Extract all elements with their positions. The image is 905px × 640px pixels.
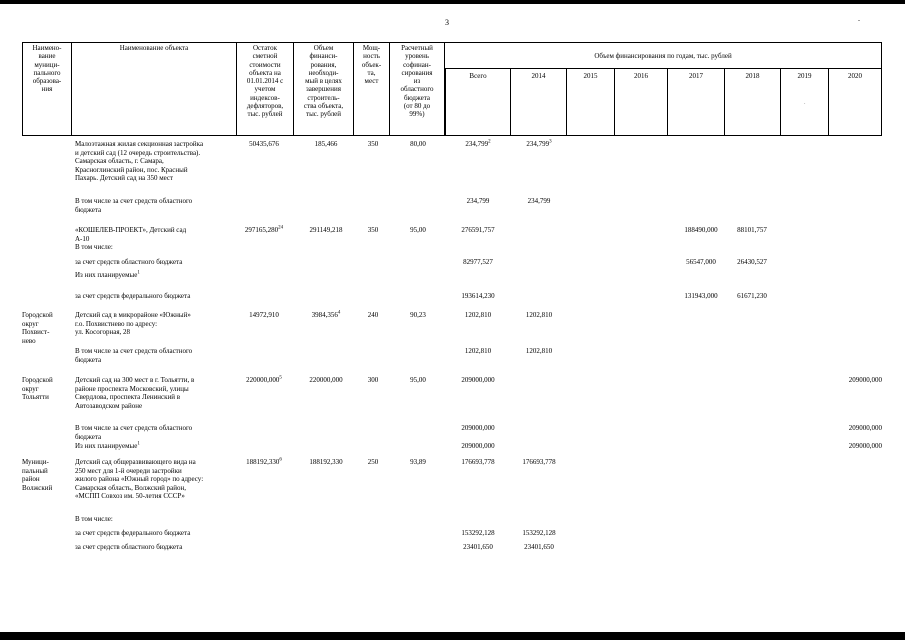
cell-remaining-cost: 50435,676 — [249, 140, 279, 148]
row-object-name: за счет средств федерального бюджета — [75, 529, 191, 537]
footnote-mark: 4 — [337, 310, 341, 316]
header-capacity-text: Мощ- ность объек- та, мест — [361, 44, 382, 86]
cell-total: 234,799 — [466, 197, 490, 205]
header-municipality-text: Наимено- вание муници- пального образова- ния — [32, 44, 62, 94]
header-cofinancing-level — [390, 42, 445, 136]
header-cofinancing-level-text: Расчетный уровень софинан- сирования из областного бюджета (от 80 до 99%) — [400, 44, 434, 119]
cell-total: 209000,000 — [461, 442, 495, 450]
cell-cofinancing-level: 90,23 — [410, 311, 426, 319]
cell-value: 3984,356 — [311, 311, 338, 319]
row-object-name — [75, 271, 237, 280]
cell-financing-volume — [298, 311, 354, 320]
footnote-mark: 1 — [137, 441, 140, 447]
row-object-name: за счет средств областного бюджета — [75, 258, 183, 266]
cell-total: 176693,778 — [461, 458, 495, 466]
footnote-mark: 2 — [488, 139, 491, 145]
cell-year-2014: 176693,778 — [522, 458, 556, 466]
row-object-name: В том числе за счет средств областного бюджета — [75, 347, 193, 364]
footnote-mark: 5 — [279, 375, 282, 381]
cell-capacity: 240 — [367, 311, 379, 319]
header-object-text: Наименование объекта — [119, 44, 189, 52]
cell-year-2020: 209000,000 — [848, 442, 882, 450]
cell-cofinancing-level: 80,00 — [410, 140, 426, 148]
header-capacity — [354, 42, 390, 136]
header-year-2019: 2019 — [781, 68, 829, 136]
cell-remaining-cost — [238, 458, 290, 467]
row-object-name: Детский сад общеразвивающего вида на 250 мест для 1-й очереди застройки жилого района «Южный город» по адресу: Самарская область, Волжский район, «МСПП Совхоз им. 50-летия СССР» — [75, 458, 204, 501]
header-total: Всего — [445, 68, 511, 136]
cell-year-2017: 188490,000 — [684, 226, 718, 234]
cell-year-2017: 56547,000 — [686, 258, 716, 266]
cell-year-2014: 153292,128 — [522, 529, 556, 537]
cell-year-2014: 1202,810 — [525, 347, 553, 355]
header-financing-by-years: Объем финансирования по годам, тыс. рублей — [445, 42, 882, 69]
scan-top-border — [0, 0, 905, 4]
row-municipality: Городской округ Похвист- нево — [22, 311, 53, 345]
cell-total: 209000,000 — [461, 424, 495, 432]
cell-year-2017: 131943,000 — [684, 292, 718, 300]
cell-total: 276591,757 — [461, 226, 495, 234]
header-year-2014: 2014 — [511, 68, 567, 136]
footnote-mark: 6 — [279, 457, 282, 463]
footnote-mark: 3 — [549, 139, 552, 145]
cell-financing-volume: 220000,000 — [309, 376, 343, 384]
cell-year-2020: 209000,000 — [848, 376, 882, 384]
row-municipality: Муници- пальный район Волжский — [22, 458, 53, 492]
row-object-name: «КОШЕЛЕВ-ПРОЕКТ», Детский сад А-10 В том числе: — [75, 226, 187, 252]
header-year-2017: 2017 — [668, 68, 725, 136]
cell-total: 209000,000 — [461, 376, 495, 384]
row-object-name: В том числе за счет средств областного бюджета — [75, 424, 193, 441]
row-object-name — [75, 442, 237, 451]
cell-remaining-cost: 14972,910 — [249, 311, 279, 319]
header-municipality — [22, 42, 72, 136]
row-object-name: за счет средств областного бюджета — [75, 543, 183, 551]
row-object-name: Детский сад в микрорайоне «Южный» г.о. Похвистнево по адресу: ул. Косогорная, 28 — [75, 311, 191, 337]
scan-bottom-border — [0, 632, 905, 640]
cell-remaining-cost — [238, 376, 290, 385]
header-financing-volume-text: Объем финанси- рования, необходи- мый в целях завершения строитель- ства объекта, тыс. рублей — [303, 44, 344, 119]
cell-cofinancing-level: 95,00 — [410, 376, 426, 384]
footnote-mark: 24 — [278, 225, 284, 231]
cell-year-2014: 234,799 — [527, 197, 551, 205]
row-object-name: В том числе за счет средств областного бюджета — [75, 197, 193, 214]
cell-value: 234,799 — [465, 140, 489, 148]
cell-cofinancing-level: 95,00 — [410, 226, 426, 234]
cell-capacity: 300 — [367, 376, 379, 384]
header-year-2020: 2020 — [829, 68, 882, 136]
cell-year-2018: 61671,230 — [737, 292, 767, 300]
cell-year-2014: 23401,650 — [524, 543, 554, 551]
row-object-name: Детский сад на 300 мест в г. Тольятти, в районе проспекта Московский, улицы Свердлова, проспекта Ленинский в Автозаводском районе — [75, 376, 195, 410]
cell-capacity: 250 — [367, 458, 379, 466]
cell-capacity: 350 — [367, 140, 379, 148]
header-remaining-cost — [237, 42, 294, 136]
row-object-name: В том числе: — [75, 515, 113, 523]
cell-remaining-cost — [238, 226, 290, 235]
row-municipality: Городской округ Тольятти — [22, 376, 53, 402]
cell-total: 193614,230 — [461, 292, 495, 300]
cell-year-2014: 1202,810 — [525, 311, 553, 319]
row-label: Из них планируемые — [75, 442, 138, 450]
scan-speck: . — [858, 14, 860, 23]
cell-total — [447, 140, 509, 149]
cell-cofinancing-level: 93,89 — [410, 458, 426, 466]
header-year-2018: 2018 — [725, 68, 781, 136]
cell-financing-volume: 188192,330 — [309, 458, 343, 466]
header-financing-volume — [294, 42, 354, 136]
cell-total: 1202,810 — [464, 311, 492, 319]
header-object — [72, 42, 237, 136]
cell-value: 297165,280 — [244, 226, 279, 234]
row-object-name: Малоэтажная жилая секционная застройка и детский сад (12 очередь строительства). Самарская область, г. Самара, Красноглинский район, пос. Красный Пахарь. Детский сад на 350 мест — [75, 140, 204, 183]
footnote-mark: 1 — [137, 270, 140, 276]
cell-financing-volume: 185,466 — [314, 140, 338, 148]
header-year-2015: 2015 — [567, 68, 615, 136]
cell-year-2018: 88101,757 — [737, 226, 767, 234]
cell-year-2018: 26430,527 — [737, 258, 767, 266]
cell-value: 234,799 — [526, 140, 550, 148]
cell-total: 82977,527 — [463, 258, 493, 266]
row-label: Из них планируемые — [75, 271, 138, 279]
cell-financing-volume: 291149,218 — [309, 226, 343, 234]
scan-speck: . — [804, 100, 806, 106]
cell-year-2014 — [510, 140, 568, 149]
row-object-name: за счет средств федерального бюджета — [75, 292, 191, 300]
cell-total: 1202,810 — [464, 347, 492, 355]
header-year-2016: 2016 — [615, 68, 668, 136]
cell-value: 188192,330 — [246, 458, 280, 466]
cell-capacity: 350 — [367, 226, 379, 234]
cell-year-2020: 209000,000 — [848, 424, 882, 432]
header-remaining-cost-text: Остаток сметной стоимости объекта на 01.01.2014 с учетом индексов- дефляторов, тыс. рублей — [246, 44, 284, 119]
cell-value: 220000,000 — [246, 376, 280, 384]
cell-total: 153292,128 — [461, 529, 495, 537]
cell-total: 23401,650 — [463, 543, 493, 551]
page-number: 3 — [445, 18, 449, 27]
